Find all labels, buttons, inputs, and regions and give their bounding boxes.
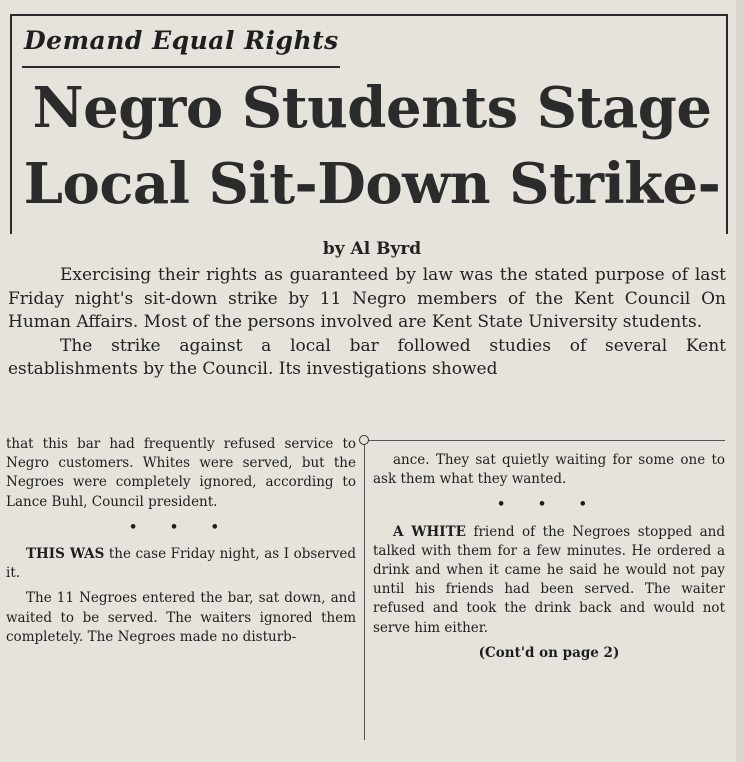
column-right [373,451,725,663]
col1-paragraph-2-text: the case Friday night, as I observed it. [6,546,356,582]
lead-paragraph-1: Exercising their rights as guaranteed by law was the stated purpose of last Friday night's sit-down strike by 11 Negro members of the Kent Council On Human Affairs. Most of the persons involved are Kent State University students. [8,265,726,332]
ornament-icon [359,435,369,445]
col1-paragraph-2 [6,545,356,583]
col1-lead-in: THIS WAS [26,546,105,563]
col1-paragraph-1: that this bar had frequently refused service to Negro customers. Whites were served, but the Negroes were completely ignored, according to Lance Buhl, Council president. [6,436,356,510]
kicker-rule [22,66,340,68]
col1-paragraph-3: The 11 Negroes entered the bar, sat down, and waited to be served. The waiters ignored them completely. The Negroes made no disturb- [6,590,356,645]
column-left [6,435,356,647]
col2-paragraph-1: ance. They sat quietly waiting for some one to ask them what they wanted. [373,452,725,488]
byline: by Al Byrd [322,239,422,259]
section-break: • • • [129,519,233,535]
kicker: Demand Equal Rights [24,26,339,55]
column-rule-vertical [364,440,365,740]
lead-paragraphs [8,264,726,382]
continued-note: (Cont'd on page 2) [478,644,620,661]
column-rule-horizontal [365,440,725,441]
lead-paragraph-2: The strike against a local bar followed studies of several Kent establishments by the Council. Its investigations showed [8,335,726,379]
section-break: • • • [497,497,601,513]
col2-paragraph-2 [373,523,725,638]
col2-paragraph-2-text: friend of the Negroes stopped and talked with them for a few minutes. He ordered a drink and when it came he said he would not pay until his friends had been served. The waiter refused and took the drink back and would not serve him either. [373,523,725,636]
headline: Negro Students Stage Local Sit-Down Strike- [23,75,721,217]
page-edge [736,0,744,762]
col2-lead-in: A WHITE [393,523,466,540]
